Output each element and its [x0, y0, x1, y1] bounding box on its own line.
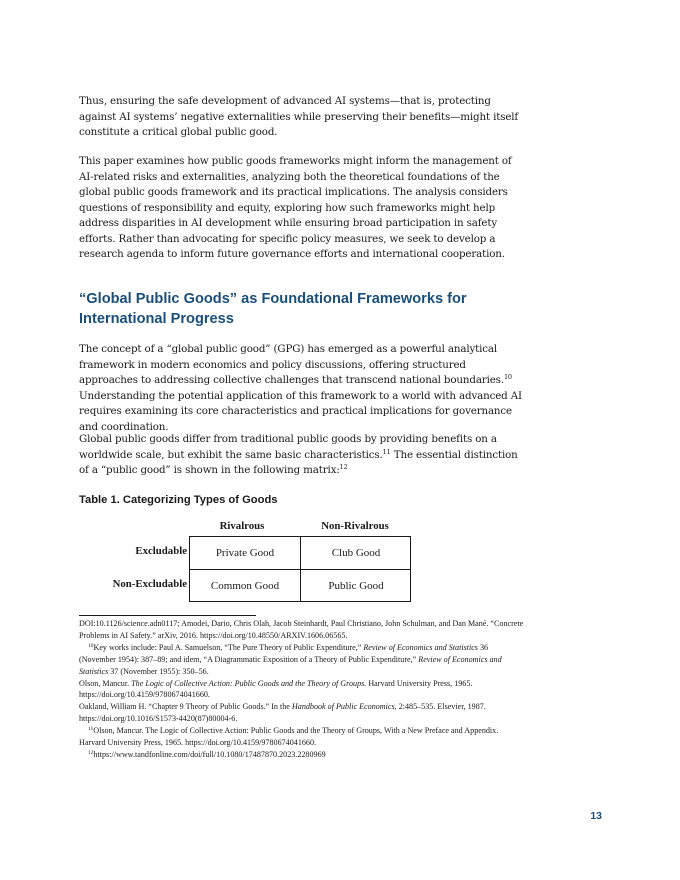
row-header-excludable: Excludable: [135, 545, 187, 557]
intro-paragraph-2: This paper examines how public goods frameworks might inform the management of AI-related risks and externalities, analyzing both the theoretical foundations of the global public goods framework and its practical implications. The analysis considers questions of responsibility and equity, exploring how such frameworks might help address disparities in AI development while ensuring broad participation in safety efforts. Rather than advocating for specific policy measures, we seek to develop a research agenda to inform future governance efforts and international cooperation.: [79, 155, 512, 260]
footnote-10-text-b: 36 (November 1954): 387–89; and idem, “A Diagrammatic Exposition of a Theory of Public Expenditure,”: [79, 642, 489, 664]
gpg-paragraph-2-text-b: The essential distinction of a “public good” is shown in the following matrix:: [79, 448, 518, 476]
page-number: 13: [590, 810, 602, 822]
footnote-divider: [79, 615, 256, 616]
footnote-olson-author: Olson, Mancur.: [79, 678, 132, 688]
table-title: Table 1. Categorizing Types of Goods: [79, 494, 278, 506]
footnote-oakland-title: Handbook of Public Economics: [291, 702, 395, 712]
gpg-paragraph-2-text: Global public goods differ from traditional public goods by providing benefits on a worldwide scale, but exhibit the same basic characteristics.: [79, 433, 497, 461]
footnote-ref-10[interactable]: 10: [503, 373, 512, 381]
footnote-olson-pub: Harvard University Press, 1965. https://doi.org/10.4159/9780674041660.: [79, 678, 473, 700]
footnote-10-text-a: Key works include: Paul A. Samuelson, “The Pure Theory of Public Expenditure,”: [93, 642, 364, 652]
cell-club-good: Club Good: [331, 547, 381, 559]
gpg-paragraph-2: [79, 432, 525, 479]
footnote-10-journal-a: Review of Economics and Statistics: [363, 642, 478, 652]
intro-paragraph-1: Thus, ensuring the safe development of advanced AI systems—that is, protecting against AI systems’ negative externalities while preserving their benefits—might itself constitute a critical global public good.: [79, 95, 519, 138]
footnote-ref-11[interactable]: 11: [382, 447, 391, 456]
footnote-olson: [79, 678, 525, 702]
gpg-paragraph-1-text-b: Understanding the potential application of this framework to a world with advanced AI requires examining its core characteristics and practical implications for governance and coordination.: [79, 389, 522, 433]
footnote-10: [79, 642, 525, 678]
footnote-oakland: [79, 701, 525, 725]
footnote-olson-title: The Logic of Collective Action: Public Goods and the Theory of Groups.: [131, 678, 367, 688]
footnote-10-text-c: 37 (November 1955): 350–56.: [108, 666, 209, 676]
footnotes: [79, 618, 525, 761]
footnote-12-number: 12: [88, 749, 94, 756]
column-header-rivalrous: Rivalrous: [219, 520, 265, 532]
row-header-non-excludable: Non-Excludable: [112, 578, 187, 590]
footnote-11: [79, 725, 525, 749]
column-header-non-rivalrous: Non-Rivalrous: [321, 520, 389, 532]
cell-public-good: Public Good: [328, 580, 384, 592]
footnote-9-continued: DOI:10.1126/science.adn0117; Amodei, Dario, Chris Olah, Jacob Steinhardt, Paul Christiano, John Schulman, and Dan Mané. “Concrete Problems in AI Safety.” arXiv, 2016. https://doi.org/10.48550/ARXIV.1606.06565.: [79, 619, 524, 640]
footnote-ref-12[interactable]: 12: [339, 463, 348, 471]
footnote-12-link[interactable]: https://www.tandfonline.com/doi/full/10.1080/17487870.2023.2280969: [93, 749, 326, 759]
footnote-11-number: 11: [88, 726, 94, 733]
cell-private-good: Private Good: [215, 547, 275, 559]
footnote-12: [79, 749, 525, 761]
section-heading: “Global Public Goods” as Foundational Frameworks for International Progress: [79, 291, 467, 327]
cell-common-good: Common Good: [210, 580, 280, 592]
footnote-oakland-author: Oakland, William H. “Chapter 9 Theory of Public Goods.” In the: [79, 702, 292, 712]
goods-matrix: [189, 536, 411, 602]
gpg-paragraph-1-text: The concept of a “global public good” (GPG) has emerged as a powerful analytical framework in modern economics and policy discussions, offering structured approaches to addressing collective challenges that transcend national boundaries.: [79, 343, 504, 386]
footnote-10-number: 10: [88, 642, 94, 649]
footnote-11-text: Olson, Mancur. The Logic of Collective Action: Public Goods and the Theory of Groups, With a New Preface and Appendix. Harvard University Press, 1965. https://doi.org/10.4159/9780674041660.: [79, 726, 499, 748]
footnote-10-journal-b: Review of Economics and Statistics: [79, 654, 502, 676]
gpg-paragraph-1: [79, 342, 525, 435]
footnote-oakland-pub: , 2:485–535. Elsevier, 1987. https://doi.org/10.1016/S1573-4420(87)80004-6.: [79, 702, 486, 724]
